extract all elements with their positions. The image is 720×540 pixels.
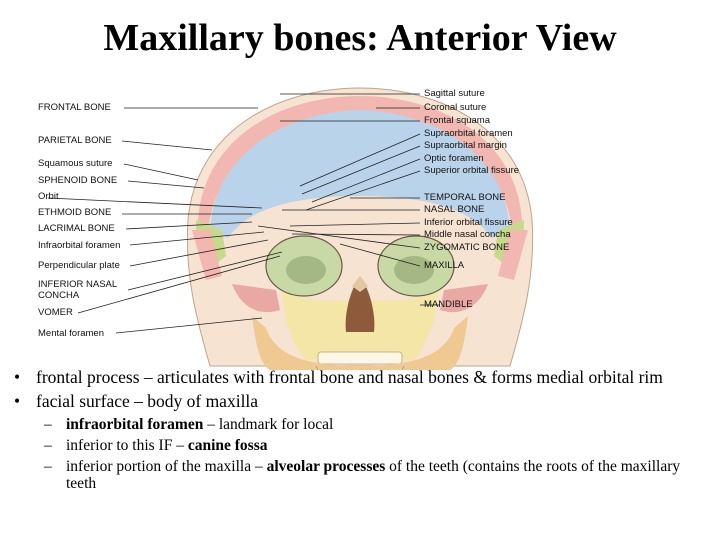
term-infraorbital-foramen: infraorbital foramen: [66, 416, 204, 433]
term-alveolar-processes: alveolar processes: [266, 458, 386, 475]
label-supraorbital-margin: Supraorbital margin: [424, 140, 507, 151]
label-orbit: Orbit: [38, 191, 59, 202]
label-sagittal-suture: Sagittal suture: [424, 88, 485, 99]
bullet-facial-surface: [14, 392, 704, 411]
label-coronal-suture: Coronal suture: [424, 102, 487, 113]
label-supraorbital-foramen: Supraorbital foramen: [424, 128, 513, 139]
label-mandible: MANDIBLE: [424, 299, 473, 310]
label-frontal-bone: FRONTAL BONE: [38, 102, 111, 113]
sub-bullet-canine-fossa: [14, 437, 704, 454]
label-zygomatic-bone: ZYGOMATIC BONE: [424, 242, 510, 253]
label-vomer: VOMER: [38, 307, 73, 318]
sub-bullet-text: – landmark for local: [203, 416, 334, 433]
sub-bullet-marker: –: [44, 458, 52, 475]
label-middle-nasal-concha: Middle nasal concha: [424, 229, 511, 240]
bullet-marker: •: [14, 391, 21, 411]
slide-title: Maxillary bones: Anterior View: [103, 17, 617, 59]
sub-bullet-marker: –: [44, 437, 52, 454]
label-nasal-bone: NASAL BONE: [424, 204, 485, 215]
bullet-marker: •: [14, 367, 21, 387]
sub-bullet-alveolar-processes: [14, 458, 704, 492]
bullet-text: frontal process – articulates with frontal bone and nasal bones & forms medial orbital rim: [36, 367, 663, 387]
bullet-text: facial surface – body of maxilla: [36, 391, 259, 411]
label-maxilla: MAXILLA: [424, 260, 465, 271]
sub-bullet-text: inferior to this IF –: [66, 437, 188, 454]
label-superior-orbital-fissure: Superior orbital fissure: [424, 165, 520, 176]
sub-bullet-marker: –: [44, 416, 52, 433]
label-mental-foramen: Mental foramen: [38, 328, 105, 339]
sub-bullet-infraorbital-foramen: [14, 416, 704, 433]
label-squamous-suture: Squamous suture: [38, 158, 113, 169]
label-inferior-nasal-concha: INFERIOR NASAL: [38, 279, 118, 290]
label-optic-foramen: Optic foramen: [424, 153, 484, 164]
label-temporal-bone: TEMPORAL BONE: [424, 192, 506, 203]
label-frontal-squama: Frontal squama: [424, 115, 491, 126]
skull-diagram: [0, 80, 720, 370]
label-lacrimal-bone: LACRIMAL BONE: [38, 223, 115, 234]
label-ethmoid-bone: ETHMOID BONE: [38, 207, 112, 218]
term-canine-fossa: canine fossa: [187, 437, 268, 454]
sub-bullet-text-end: of the teeth (contains the roots of the maxillary teeth: [66, 458, 681, 492]
label-sphenoid-bone: SPHENOID BONE: [38, 175, 118, 186]
label-inferior-nasal-concha-2: CONCHA: [38, 290, 80, 301]
bullet-list: [14, 368, 704, 496]
sub-bullet-text: inferior portion of the maxilla –: [66, 458, 267, 475]
label-parietal-bone: PARIETAL BONE: [38, 135, 112, 146]
label-inferior-orbital-fissure: Inferior orbital fissure: [424, 217, 513, 228]
label-perpendicular-plate: Perpendicular plate: [38, 260, 120, 271]
label-infraorbital-foramen: Infraorbital foramen: [38, 240, 121, 251]
bullet-frontal-process: [14, 368, 704, 387]
